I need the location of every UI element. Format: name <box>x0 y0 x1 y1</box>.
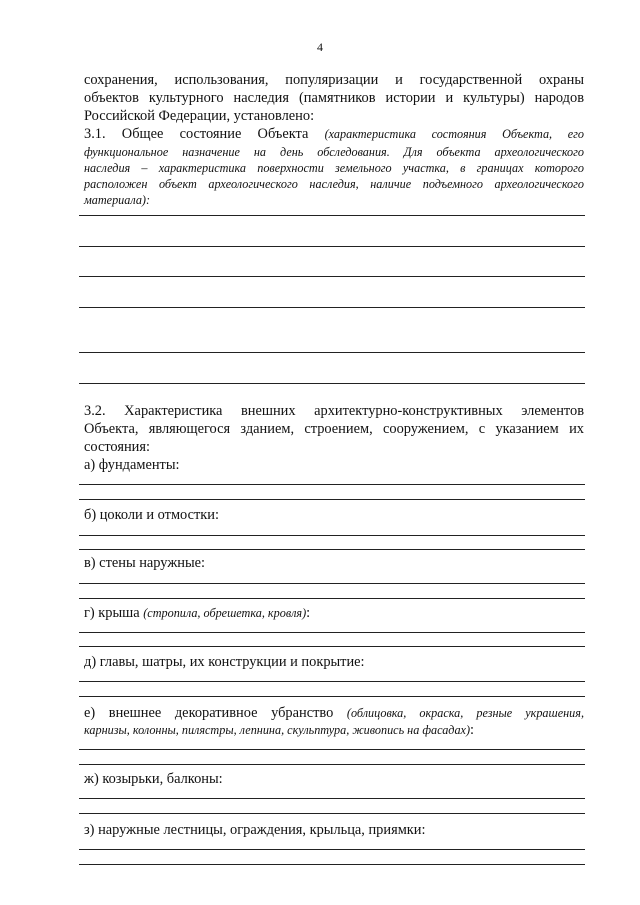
answer-line[interactable] <box>79 215 585 216</box>
answer-line[interactable] <box>79 499 585 500</box>
item-g-colon: : <box>306 605 311 621</box>
intro-line-2: объектов культурного наследия (памятников истории и культуры) народов <box>84 90 584 106</box>
answer-line[interactable] <box>79 681 585 682</box>
item-g-note: (стропила, обрешетка, кровля) <box>143 606 307 620</box>
answer-line[interactable] <box>79 646 585 647</box>
item-zh-label: ж) козырьки, балконы: <box>84 771 223 787</box>
section-3-1-heading <box>84 126 584 144</box>
answer-line[interactable] <box>79 583 585 584</box>
answer-line[interactable] <box>79 849 585 850</box>
answer-line[interactable] <box>79 276 585 277</box>
item-b-label: б) цоколи и отмостки: <box>84 507 219 523</box>
intro-line-3: Российской Федерации, установлено: <box>84 108 315 124</box>
item-e-note-1: (облицовка, окраска, резные украшения, <box>346 706 584 720</box>
answer-line[interactable] <box>79 383 585 384</box>
answer-line[interactable] <box>79 632 585 633</box>
answer-line[interactable] <box>79 246 585 247</box>
answer-line[interactable] <box>79 813 585 814</box>
item-e-note-2: карнизы, колонны, пилястры, лепнина, скульптура, живопись на фасадах) <box>84 723 471 737</box>
item-g-label <box>84 605 584 623</box>
answer-line[interactable] <box>79 764 585 765</box>
section-3-1-note: (характеристика состояния Объекта, его <box>324 127 585 141</box>
item-v-label: в) стены наружные: <box>84 555 206 571</box>
item-a-label: а) фундаменты: <box>84 457 180 473</box>
section-3-2-line-2: Объекта, являющегося зданием, строением, сооружением, с указанием их <box>84 421 584 437</box>
section-3-1-title: 3.1. Общее состояние Объекта <box>84 126 309 142</box>
item-g-title: г) крыша <box>84 605 140 621</box>
answer-line[interactable] <box>79 749 585 750</box>
answer-line[interactable] <box>79 307 585 308</box>
item-e-line-2 <box>84 722 584 740</box>
answer-line[interactable] <box>79 484 585 485</box>
section-3-1-line-2: функциональное назначение на день обследования. Для объекта археологического <box>84 145 584 159</box>
answer-line[interactable] <box>79 535 585 536</box>
item-d-label: д) главы, шатры, их конструкции и покрытие: <box>84 654 365 670</box>
section-3-1-line-5: материала): <box>84 193 151 207</box>
answer-line[interactable] <box>79 549 585 550</box>
answer-line[interactable] <box>79 696 585 697</box>
section-3-1-line-3: наследия – характеристика поверхности земельного участка, в границах которого <box>84 161 584 175</box>
item-z-label: з) наружные лестницы, ограждения, крыльца, приямки: <box>84 822 426 838</box>
answer-line[interactable] <box>79 798 585 799</box>
answer-line[interactable] <box>79 352 585 353</box>
section-3-1-line-4: расположен объект археологического наследия, наличие подъемного археологического <box>84 177 584 191</box>
section-3-2-line-1: 3.2. Характеристика внешних архитектурно-конструктивных элементов <box>84 403 584 419</box>
item-e-label <box>84 705 584 723</box>
item-e-title: е) внешнее декоративное убранство <box>84 705 334 721</box>
answer-line[interactable] <box>79 598 585 599</box>
intro-line-1: сохранения, использования, популяризации и государственной охраны <box>84 72 584 88</box>
page-number: 4 <box>317 40 323 54</box>
item-e-colon: : <box>470 722 475 738</box>
answer-line[interactable] <box>79 864 585 865</box>
section-3-2-line-3: состояния: <box>84 439 150 455</box>
